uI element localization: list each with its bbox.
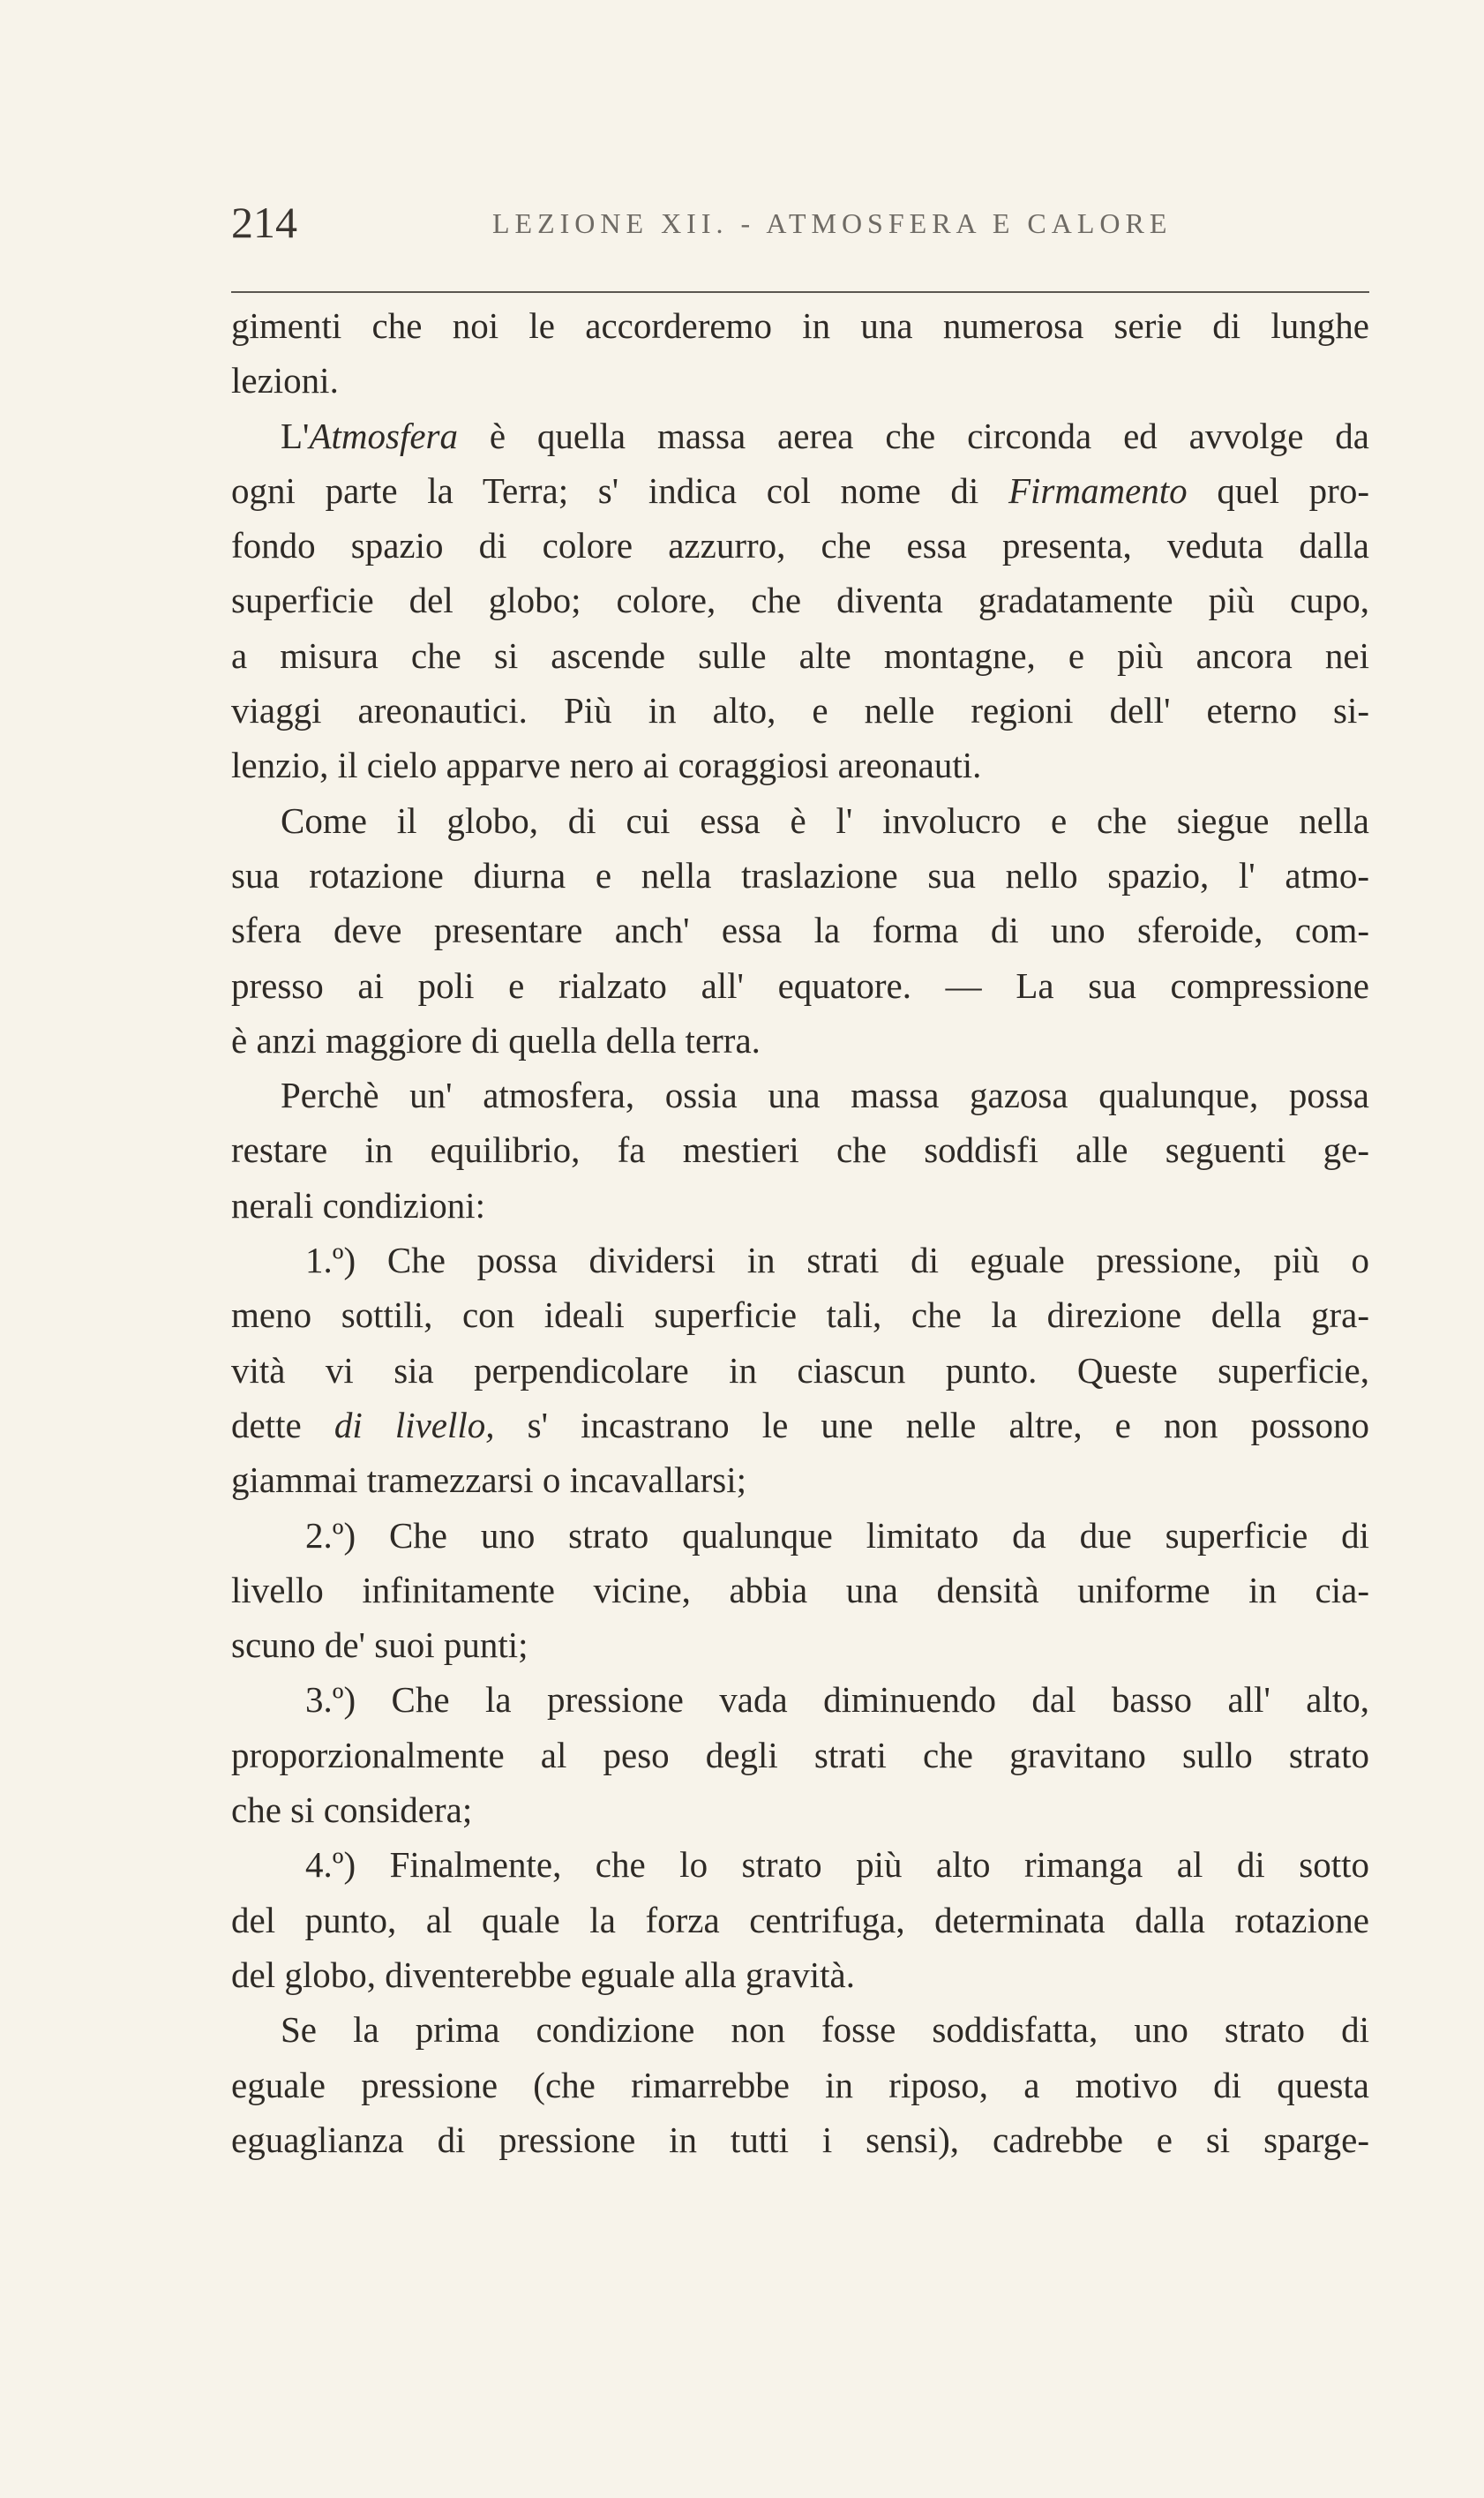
text-line: sfera deve presentare anch' essa la forma di uno sferoide, com- [231,910,1369,951]
text-line: Come il globo, di cui essa è l' involucro e che siegue nella [281,799,1369,841]
text-line: Se la prima condizione non fosse soddisfatta, uno strato di [281,2009,1369,2051]
text-line: superficie del globo; colore, che diventa gradatamente più cupo, [231,580,1369,621]
running-head [231,196,1369,249]
text-line: è anzi maggiore di quella della terra. [231,1019,761,1061]
text-line: vità vi sia perpendicolare in ciascun punto. Queste superficie, [231,1349,1369,1391]
text-fragment: quel pro- [1187,469,1369,511]
text-line [231,409,1369,463]
italic-term-firmamento: Firmamento [1008,469,1188,511]
text-line: che si considera; [231,1789,473,1831]
text-line: eguale pressione (che rimarrebbe in riposo, a motivo di questa [231,2064,1369,2105]
text-line: giammai tramezzarsi o incavallarsi; [231,1459,746,1501]
text-line: del punto, al quale la forza centrifuga, determinata dalla rotazione [231,1899,1369,1940]
text-line [231,463,1369,518]
text-line: livello infinitamente vicine, abbia una densità uniforme in cia- [231,1569,1369,1610]
italic-term-di-livello: di livello, [334,1404,495,1445]
text-line: nerali condizioni: [231,1184,486,1226]
header-rule [231,291,1369,293]
text-line: eguaglianza di pressione in tutti i sensi), cadrebbe e si sparge- [231,2119,1369,2160]
text-line: del globo, diventerebbe eguale alla gravità. [231,1954,855,1995]
body-text [231,298,1369,2167]
text-line: presso ai poli e rialzato all' equatore. — La sua compressione [231,964,1369,1006]
text-line: scuno de' suoi punti; [231,1624,528,1666]
text-fragment: L' [281,415,310,456]
text-line: lenzio, il cielo apparve nero ai coraggiosi areonauti. [231,745,982,786]
running-title: LEZIONE XII. - ATMOSFERA E CALORE [492,207,1173,239]
text-line: 4.º) Finalmente, che lo strato più alto rimanga al di sotto [305,1844,1369,1886]
text-line: restare in equilibrio, fa mestieri che soddisfi alle seguenti ge- [231,1129,1369,1171]
italic-term-atmosfera: Atmosfera [309,415,458,456]
text-fragment: s' incastrano le une nelle altre, e non possono [494,1404,1370,1445]
text-fragment: dette [231,1404,302,1445]
text-line: lezioni. [231,360,339,401]
text-line: viaggi areonautici. Più in alto, e nelle regioni dell' eterno si- [231,690,1369,731]
text-line: gimenti che noi le accorderemo in una numerosa serie di lunghe [231,305,1369,346]
text-line: meno sottili, con ideali superficie tali, che la direzione della gra- [231,1294,1369,1336]
text-line: proporzionalmente al peso degli strati che gravitano sullo strato [231,1734,1369,1775]
text-line: sua rotazione diurna e nella traslazione sua nello spazio, l' atmo- [231,854,1369,896]
text-fragment: ogni parte la Terra; s' indica col nome di [231,469,979,511]
text-line: a misura che si ascende sulle alte montagne, e più ancora nei [231,634,1369,676]
text-line: Perchè un' atmosfera, ossia una massa gazosa qualunque, possa [281,1075,1369,1116]
text-fragment: è quella massa aerea che circonda ed avvolge da [457,415,1369,456]
page-number: 214 [231,198,297,247]
text-line: fondo spazio di colore azzurro, che essa presenta, veduta dalla [231,525,1369,566]
text-line [231,1398,1369,1452]
text-line: 1.º) Che possa dividersi in strati di eguale pressione, più o [305,1240,1369,1281]
text-line: 3.º) Che la pressione vada diminuendo dal basso all' alto, [305,1679,1369,1721]
text-line: 2.º) Che uno strato qualunque limitato da due superficie di [305,1514,1369,1556]
